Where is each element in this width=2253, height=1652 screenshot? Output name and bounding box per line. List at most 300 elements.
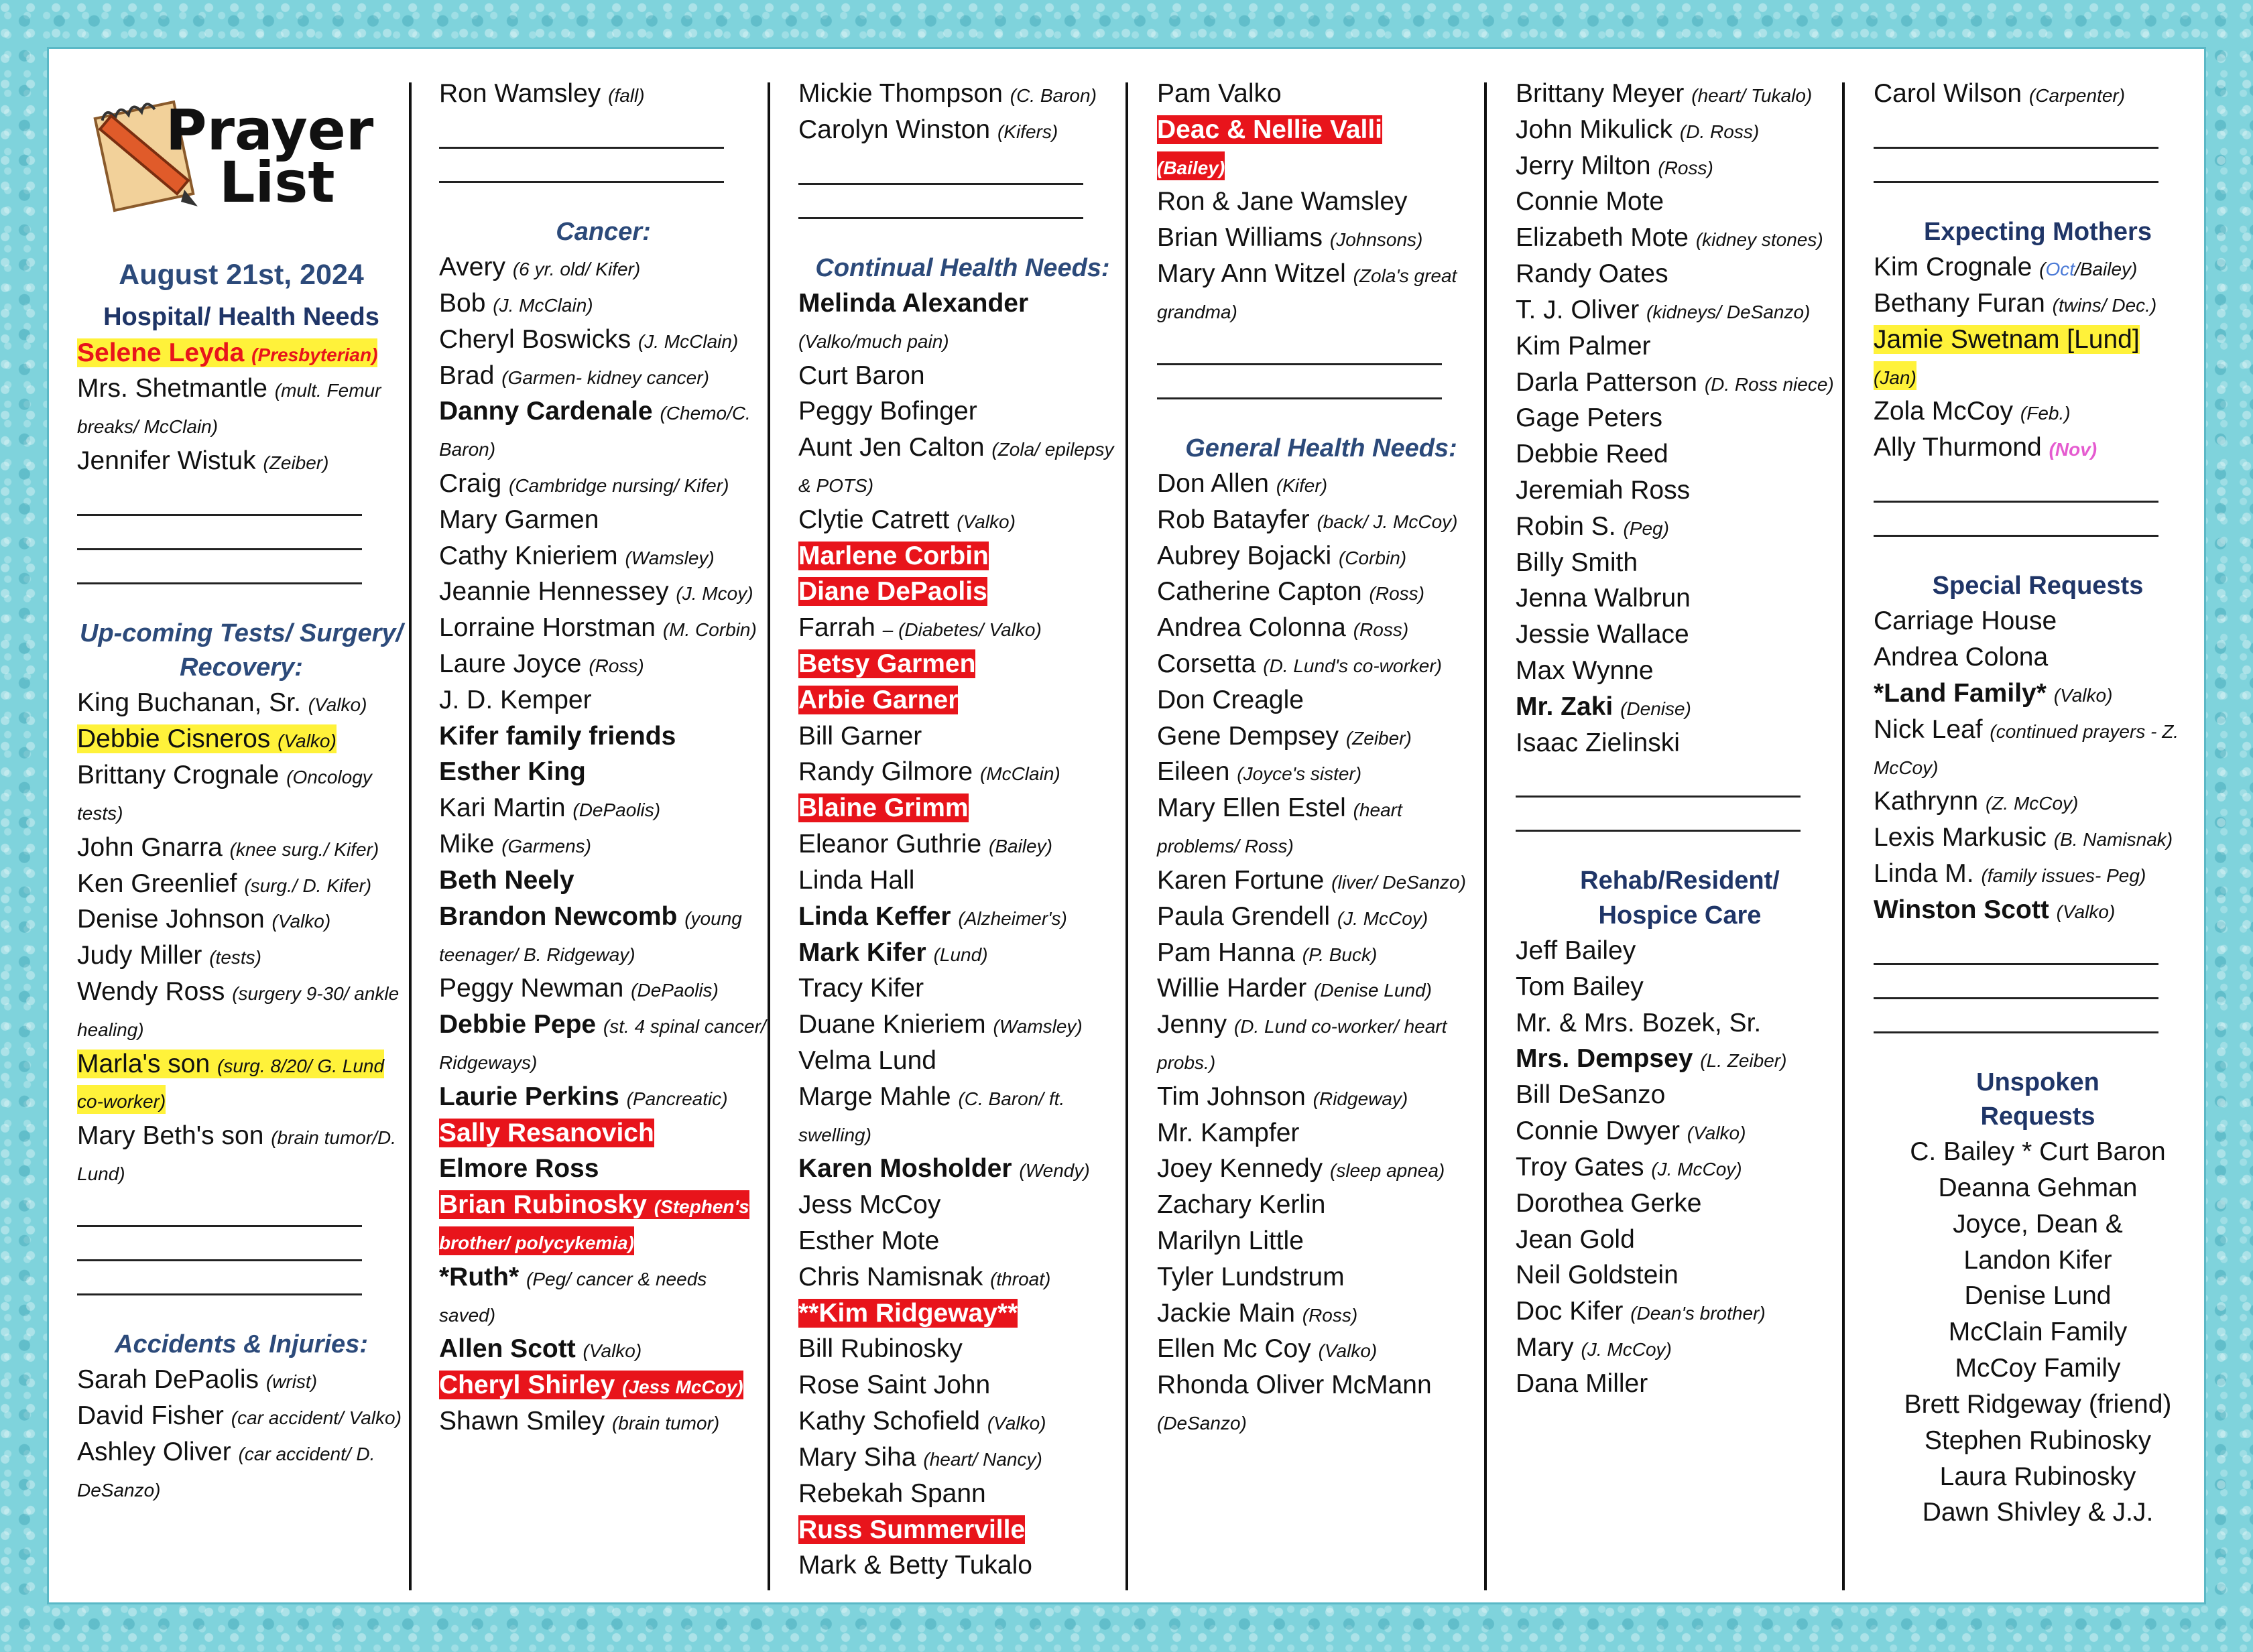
item-name: Chris Namisnak [798, 1262, 983, 1291]
item-note: (Denise) [1620, 698, 1691, 719]
blank-line [1874, 181, 2158, 183]
list-item [1157, 1367, 1485, 1440]
list-date: August 21st, 2024 [119, 259, 364, 291]
list-item [798, 610, 1127, 646]
list-item [77, 721, 406, 757]
item-note: (Feb.) [2020, 403, 2071, 424]
item-name: Winston Scott [1874, 895, 2049, 924]
item-name: Lexis Markusic [1874, 823, 2047, 852]
item-note: (Bailey) [989, 836, 1052, 857]
item-name: Duane Knieriem [798, 1010, 986, 1039]
item-note: (Cambridge nursing/ Kifer) [509, 474, 729, 496]
blank-line [1874, 535, 2158, 537]
list-item [77, 1046, 406, 1119]
item-note: (J. McCoy) [1581, 1338, 1672, 1360]
list-item [798, 754, 1127, 790]
item-name: Eleanor Guthrie [798, 830, 982, 859]
list-item [77, 938, 406, 974]
list-item [77, 866, 406, 902]
item-name: Mark & Betty Tukalo [798, 1551, 1032, 1580]
column-divider [409, 82, 412, 1590]
item-name: Brad [439, 361, 495, 390]
list-item [1516, 365, 1844, 401]
list-item [77, 443, 406, 479]
list-item [1157, 76, 1485, 112]
rehab-list [1516, 933, 1844, 1402]
item-note: (surg./ D. Kifer) [244, 875, 372, 896]
item-note: (twins/ Dec.) [2052, 294, 2157, 316]
list-item [1516, 725, 1844, 761]
item-note: (Wamsley) [993, 1016, 1083, 1037]
hospital-heading: Hospital/ Health Needs [103, 303, 379, 332]
item-note: (mult. Femur breaks/ McClain) [77, 380, 381, 438]
item-note: (Valko) [278, 730, 337, 752]
column-divider [1125, 82, 1128, 1590]
item-name: Darla Patterson [1516, 367, 1697, 397]
item-name: Brian Rubinosky [439, 1190, 647, 1220]
item-name: Mr. & Mrs. Bozek, Sr. [1516, 1008, 1762, 1037]
list-item [798, 1512, 1127, 1548]
column-2 [439, 76, 768, 1589]
item-note: (Chemo/C. Baron) [439, 403, 751, 460]
item-note: (B. Namisnak) [2053, 829, 2173, 850]
item-note: (Ross) [1353, 619, 1409, 641]
item-note: (Bailey) [1157, 157, 1225, 178]
item-note: (Presbyterian) [251, 344, 378, 365]
item-name: John Gnarra [77, 832, 223, 862]
list-item [1874, 249, 2202, 285]
item-note: (Dean's brother) [1630, 1303, 1766, 1324]
item-name: Eileen [1157, 757, 1230, 787]
list-item [1157, 1115, 1485, 1151]
item-name: Jerry Milton [1516, 151, 1651, 180]
item-name: Velma Lund [798, 1045, 936, 1075]
item-name: Gene Dempsey [1157, 721, 1339, 751]
list-item [1516, 1077, 1844, 1113]
item-name: Danny Cardenale [439, 397, 653, 426]
item-name: Marla's son [77, 1049, 210, 1078]
blank-line [1874, 997, 2158, 999]
list-item [798, 1007, 1127, 1043]
list-item [439, 358, 768, 394]
list-item [1157, 574, 1485, 610]
item-name: Oct [2045, 259, 2075, 280]
general-list [1157, 466, 1485, 1440]
item-name: Beth Neely [439, 865, 574, 895]
item-name: Dana Miller [1516, 1369, 1648, 1398]
upcoming-list [77, 685, 406, 1190]
item-name: Ron Wamsley [439, 79, 601, 108]
item-note: (brain tumor) [611, 1413, 720, 1434]
list-item [1516, 472, 1844, 509]
item-note: (Valko) [308, 694, 367, 716]
list-item [798, 826, 1127, 863]
item-note: (Denise Lund) [1314, 980, 1432, 1001]
list-item [798, 970, 1127, 1007]
list-item [798, 502, 1127, 538]
list-item [77, 1398, 406, 1434]
item-note: (Valko) [2053, 684, 2113, 706]
item-note: (car accident/ D. DeSanzo) [77, 1443, 375, 1501]
item-name: Mr. Zaki [1516, 692, 1613, 721]
item-note: (L. Zeiber) [1700, 1050, 1787, 1072]
list-item [439, 970, 768, 1007]
list-item [439, 502, 768, 538]
item-name: Corsetta [1157, 649, 1256, 679]
list-item [798, 718, 1127, 755]
list-item [798, 393, 1127, 430]
list-item [439, 1187, 768, 1259]
item-note: (Valko) [2056, 901, 2116, 922]
blank-line [798, 217, 1083, 219]
item-name: Kim Palmer [1516, 331, 1651, 361]
item-name: Debbie Reed [1516, 440, 1668, 469]
item-name: Cathy Knieriem [439, 541, 618, 570]
list-item [1874, 322, 2202, 394]
item-note: (surg. 8/20/ G. Lund co-worker) [77, 1055, 385, 1113]
item-name: Marge Mahle [798, 1082, 951, 1111]
list-item [1874, 285, 2202, 322]
item-name: Betsy Garmen [798, 649, 976, 679]
item-name: Brittany Crognale [77, 761, 280, 790]
list-item [439, 899, 768, 971]
item-note: (Valko) [583, 1340, 642, 1362]
list-item [1516, 184, 1844, 220]
list-item [439, 682, 768, 718]
highlight [77, 724, 337, 753]
item-note: (fall) [608, 85, 645, 106]
upcoming-heading: Up-coming Tests/ Surgery/ Recovery: [79, 619, 404, 682]
list-item: Joyce, Dean & [1953, 1209, 2123, 1238]
list-item [439, 790, 768, 826]
list-item [439, 538, 768, 574]
list-item [1157, 184, 1485, 220]
item-note: (M. Corbin) [662, 619, 757, 641]
item-note: (Zeiber) [1345, 727, 1412, 749]
blank-line [1516, 830, 1801, 832]
list-item [798, 863, 1127, 899]
item-name: Karen Mosholder [798, 1154, 1012, 1184]
list-item [439, 863, 768, 899]
list-item [439, 76, 768, 112]
list-item [1157, 863, 1485, 899]
item-name: Clytie Catrett [798, 505, 950, 534]
list-item [1157, 220, 1485, 256]
item-name: Kifer family friends [439, 721, 676, 751]
item-note: (liver/ DeSanzo) [1331, 871, 1466, 893]
list-item [439, 1403, 768, 1440]
item-name: Linda Keffer [798, 901, 951, 931]
continual-heading: Continual Health Needs: [815, 253, 1110, 282]
item-name: Max Wynne [1516, 656, 1654, 685]
list-item [798, 1259, 1127, 1295]
list-item [1157, 1223, 1485, 1259]
list-item [798, 112, 1127, 148]
list-item [439, 1007, 768, 1079]
list-item [1157, 466, 1485, 502]
list-item [1516, 1330, 1844, 1366]
item-name: Andrea Colona [1874, 643, 2049, 672]
list-item [1874, 639, 2202, 676]
item-name: Curt Baron [798, 361, 925, 390]
general-heading: General Health Needs: [1185, 434, 1457, 462]
item-name: Randy Gilmore [798, 757, 973, 787]
item-name: *Ruth* [439, 1262, 520, 1291]
item-name: Andrea Colonna [1157, 613, 1346, 643]
list-item [1157, 1187, 1485, 1223]
item-note: (Garmens) [501, 836, 591, 857]
blank-line [77, 1225, 362, 1227]
item-note: (C. Baron) [1010, 85, 1097, 106]
item-name: Linda Hall [798, 865, 915, 895]
item-name: Esther King [439, 757, 586, 787]
list-item [77, 1434, 406, 1507]
item-note: (Valko) [987, 1413, 1046, 1434]
item-name: Denise Johnson [77, 905, 265, 934]
list-item [798, 899, 1127, 935]
item-name: Ellen Mc Coy [1157, 1334, 1311, 1364]
column-5 [1516, 76, 1844, 1589]
item-name: Jeff Bailey [1516, 936, 1636, 966]
list-item [798, 1295, 1127, 1332]
list-item [1157, 646, 1485, 682]
list-item [1516, 1149, 1844, 1186]
item-note: (heart/ Tukalo) [1691, 85, 1813, 106]
item-note: (Wendy) [1019, 1160, 1090, 1182]
item-name: Jamie Swetnam [Lund] [1874, 324, 2140, 354]
list-item [1516, 1041, 1844, 1077]
list-item [798, 538, 1127, 574]
column-4 [1157, 76, 1485, 1589]
list-item [439, 1079, 768, 1115]
item-name: Judy Miller [77, 941, 202, 970]
item-note: (family issues- Peg) [1981, 865, 2146, 886]
item-name: Robin S. [1516, 511, 1616, 541]
list-item [1157, 502, 1485, 538]
item-name: Kathy Schofield [798, 1407, 981, 1436]
item-note: (Stephen's brother/ polycykemia) [439, 1196, 749, 1254]
list-item [798, 1331, 1127, 1367]
item-name: Tim Johnson [1157, 1082, 1306, 1111]
list-item [439, 574, 768, 610]
list-item [798, 430, 1127, 502]
list-item [1516, 292, 1844, 328]
blank-line [1157, 397, 1442, 399]
item-note: (back/ J. McCoy) [1317, 511, 1458, 532]
list-item [1874, 676, 2202, 712]
item-note: (J. Mcoy) [676, 583, 753, 605]
list-item [1874, 76, 2202, 112]
item-name: Ally Thurmond [1874, 433, 2042, 462]
item-note: (Valko) [271, 911, 331, 932]
item-name: Jackie Main [1157, 1298, 1295, 1328]
item-name: Sally Resanovich [439, 1118, 654, 1147]
list-item [1516, 617, 1844, 653]
list-item [1874, 856, 2202, 892]
list-item [798, 574, 1127, 610]
item-note: (st. 4 spinal cancer/ Ridgeways) [439, 1016, 766, 1073]
list-item [1874, 783, 2202, 820]
item-name: Mary Ann Witzel [1157, 259, 1346, 289]
item-name: Ken Greenlief [77, 869, 237, 898]
item-name: Aubrey Bojacki [1157, 541, 1332, 570]
item-name: Ron & Jane Wamsley [1157, 187, 1408, 216]
list-item [1516, 1293, 1844, 1330]
item-note: (Valko) [957, 511, 1016, 532]
blank-line [77, 514, 362, 516]
list-item [439, 393, 768, 466]
item-name: Marlene Corbin [798, 541, 989, 570]
item-name: Shawn Smiley [439, 1407, 605, 1436]
list-item [1516, 220, 1844, 256]
list-item [439, 322, 768, 358]
item-name: Sarah DePaolis [77, 1365, 259, 1395]
item-name: Peggy Bofinger [798, 397, 977, 426]
column-divider [768, 82, 770, 1590]
item-note: (Johnsons) [1329, 229, 1423, 251]
item-name: Mr. Kampfer [1157, 1118, 1300, 1147]
item-name: Rob Batayfer [1157, 505, 1310, 534]
item-note: (Joyce's sister) [1237, 763, 1362, 785]
item-name: King Buchanan, Sr. [77, 688, 301, 718]
list-item [1516, 933, 1844, 969]
list-item [1157, 935, 1485, 971]
highlight [1874, 325, 2140, 390]
item-name: Isaac Zielinski [1516, 728, 1680, 757]
column-6 [1874, 76, 2202, 1589]
logo-word-prayer: Prayer [166, 97, 374, 163]
rehab-heading: Rehab/Resident/ Hospice Care [1580, 867, 1780, 930]
item-name: Bill Garner [798, 721, 922, 751]
list-item [1157, 718, 1485, 755]
item-note: (brain tumor/D. Lund) [77, 1127, 396, 1185]
list-item [77, 335, 406, 371]
list-item [798, 1547, 1127, 1584]
list-item [798, 1403, 1127, 1440]
list-item [1157, 1259, 1485, 1295]
special-list [1874, 603, 2202, 928]
item-name: Debbie Pepe [439, 1010, 597, 1039]
list-item: Denise Lund [1964, 1281, 2112, 1311]
list-item [798, 1223, 1127, 1259]
item-note: (Jan) [1874, 367, 1916, 388]
item-name: Arbie Garner [798, 685, 959, 714]
item-name: Mary Beth's son [77, 1121, 264, 1151]
highlight [439, 1190, 749, 1255]
item-name: Laure Joyce [439, 649, 582, 679]
item-name: Brandon Newcomb [439, 901, 678, 931]
item-name: Wendy Ross [77, 976, 225, 1006]
item-name: Elizabeth Mote [1516, 223, 1689, 253]
item-name: Mary [1516, 1332, 1574, 1362]
list-item [439, 285, 768, 322]
item-name: Russ Summerville [798, 1515, 1026, 1544]
column-divider [1842, 82, 1845, 1590]
list-item [439, 1115, 768, 1151]
item-name: Peggy Newman [439, 974, 624, 1003]
item-name: Don Creagle [1157, 685, 1304, 714]
blank-line [1874, 501, 2158, 503]
item-note: (young teenager/ B. Ridgeway) [439, 907, 742, 965]
item-name: Blaine Grimm [798, 793, 969, 823]
item-name: Jenny [1157, 1010, 1227, 1039]
list-item [1516, 653, 1844, 689]
list-item [1874, 430, 2202, 466]
prayer-list-logo [77, 76, 406, 243]
item-name: Doc Kifer [1516, 1297, 1624, 1326]
item-name: Mike [439, 830, 495, 859]
item-note: (Kifers) [997, 121, 1058, 142]
list-item [439, 718, 768, 755]
list-item [439, 249, 768, 285]
list-item: Brett Ridgeway (friend) [1904, 1389, 2172, 1419]
list-item [1516, 545, 1844, 581]
list-item [1874, 393, 2202, 430]
list-item [1516, 112, 1844, 148]
blank-line [1874, 147, 2158, 149]
list-item [1157, 610, 1485, 646]
item-note: (Garmen- kidney cancer) [501, 367, 709, 388]
list-item [1157, 790, 1485, 863]
blank-line [1874, 1031, 2158, 1033]
item-name: Kari Martin [439, 793, 566, 823]
list-item [1516, 400, 1844, 436]
list-item [1157, 754, 1485, 790]
list-item [439, 646, 768, 682]
item-name: /Bailey) [2075, 259, 2138, 280]
list-item [798, 1043, 1127, 1079]
item-name: John Mikulick [1516, 115, 1673, 144]
item-name: Jeremiah Ross [1516, 475, 1691, 505]
list-item [77, 1362, 406, 1398]
column-3 [798, 76, 1127, 1589]
item-name: Esther Mote [798, 1226, 940, 1256]
list-item: McClain Family [1948, 1318, 2128, 1347]
item-name: Diane DePaolis [798, 577, 987, 607]
item-name: Mrs. Dempsey [1516, 1044, 1693, 1074]
item-name: Carol Wilson [1874, 79, 2022, 108]
item-name: Tom Bailey [1516, 972, 1644, 1001]
item-note: (DePaolis) [631, 980, 719, 1001]
item-name: Don Allen [1157, 468, 1269, 498]
blank-line [798, 183, 1083, 185]
list-item: C. Bailey * Curt Baron [1910, 1137, 2166, 1167]
item-note: (Oncology tests) [77, 767, 372, 824]
special-heading: Special Requests [1932, 571, 2144, 600]
item-note: (Kifer) [1276, 474, 1328, 496]
item-note: (Jess McCoy) [622, 1377, 743, 1398]
item-note: (Ross) [1369, 583, 1424, 605]
item-name: Laurie Perkins [439, 1082, 619, 1111]
highlight [439, 1371, 743, 1399]
item-name: Bob [439, 288, 486, 318]
blank-line [77, 548, 362, 550]
item-name: Melinda Alexander [798, 288, 1029, 318]
list-item [1516, 1186, 1844, 1222]
cancer-heading: Cancer: [556, 217, 651, 246]
item-note: (Valko) [1318, 1340, 1378, 1362]
list-item [1516, 1366, 1844, 1402]
item-name: Rhonda Oliver McMann [1157, 1371, 1432, 1400]
item-name: Cheryl Shirley [439, 1371, 615, 1400]
highlight [2039, 259, 2137, 279]
list-item [1516, 76, 1844, 112]
blank-line [77, 1259, 362, 1261]
item-note: (Ross) [1302, 1304, 1358, 1326]
list-item [1516, 1005, 1844, 1041]
list-item [77, 974, 406, 1046]
item-name: Mickie Thompson [798, 79, 1003, 108]
